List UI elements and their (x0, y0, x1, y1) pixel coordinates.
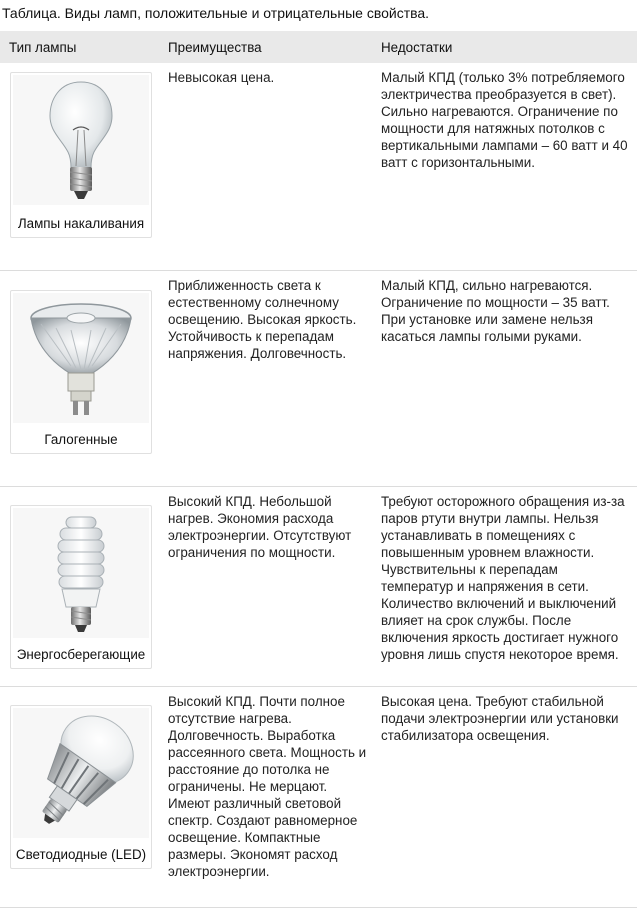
advantages-text: Приближенность света к естественному солнечному освещению. Высокая яркость. Устойчивость к перепадам напряжения. Долговечность. (168, 278, 357, 361)
advantages-text: Высокий КПД. Почти полное отсутствие нагрева. Долговечность. Выработка рассеянного света. Мощность и расстояние до потолка не ограничены. Не мерцают. Имеют различный световой спектр. Создают равномерное освещение. Компактные размеры. Экономят расход электроэнергии. (168, 694, 367, 879)
advantages-text: Невысокая цена. (168, 70, 275, 85)
lamp-card (10, 705, 152, 869)
disadvantages-cell (377, 687, 637, 908)
lamp-type-name: Энергосберегающие (16, 647, 146, 662)
lamp-card (10, 72, 152, 238)
table-row (0, 63, 637, 271)
advantages-cell (164, 687, 377, 908)
lamp-type-cell (0, 63, 164, 271)
disadvantages-cell (377, 63, 637, 271)
disadvantages-cell (377, 487, 637, 687)
table-header-row (0, 31, 637, 63)
lamp-card (10, 290, 152, 454)
table-row (0, 687, 637, 908)
advantages-cell (164, 271, 377, 487)
advantages-cell (164, 63, 377, 271)
disadvantages-text: Высокая цена. Требуют стабильной подачи электроэнергии или установки стабилизатора освещения. (381, 694, 619, 743)
lamp-type-cell (0, 271, 164, 487)
disadvantages-cell (377, 271, 637, 487)
header-advantages: Преимущества (164, 31, 377, 63)
lamp-type-cell (0, 687, 164, 908)
advantages-text: Высокий КПД. Небольшой нагрев. Экономия расхода электроэнергии. Отсутствуют ограничения по мощности. (168, 494, 352, 560)
lamp-type-cell (0, 487, 164, 687)
lamp-comparison-table (0, 31, 637, 908)
disadvantages-text: Малый КПД, сильно нагреваются. Ограничение по мощности – 35 ватт. При установке или замене нельзя касаться лампы голыми руками. (381, 278, 610, 344)
disadvantages-text: Требуют осторожного обращения из-за паров ртути внутри лампы. Нельзя устанавливать в помещениях с повышенным уровнем влажности. Чувствительны к перепадам температур и напряжения в сети. Количество включений и выключений влияет на срок службы. После включения яркость достигает нужного уровня лишь спустя некоторое время. (381, 494, 625, 662)
table-caption: Таблица. Виды ламп, положительные и отрицательные свойства. (2, 5, 430, 21)
advantages-cell (164, 487, 377, 687)
header-disadvantages: Недостатки (377, 31, 637, 63)
table-row (0, 487, 637, 687)
incandescent-bulb-icon (13, 75, 149, 205)
halogen-lamp-icon (13, 293, 149, 423)
energy-saving-bulb-icon (13, 508, 149, 638)
lamp-type-name: Галогенные (44, 432, 118, 447)
led-bulb-icon (13, 708, 149, 838)
header-lamp-type: Тип лампы (0, 31, 164, 63)
table-row (0, 271, 637, 487)
lamp-type-name: Светодиодные (LED) (15, 847, 147, 862)
lamp-type-name: Лампы накаливания (17, 216, 145, 231)
disadvantages-text: Малый КПД (только 3% потребляемого электричества преобразуется в свет). Сильно нагреваются. Ограничение по мощности для натяжных потолков с вертикальными лампами – 60 ватт и 40 ватт с горизонтальными. (381, 70, 628, 170)
lamp-card (10, 505, 152, 669)
